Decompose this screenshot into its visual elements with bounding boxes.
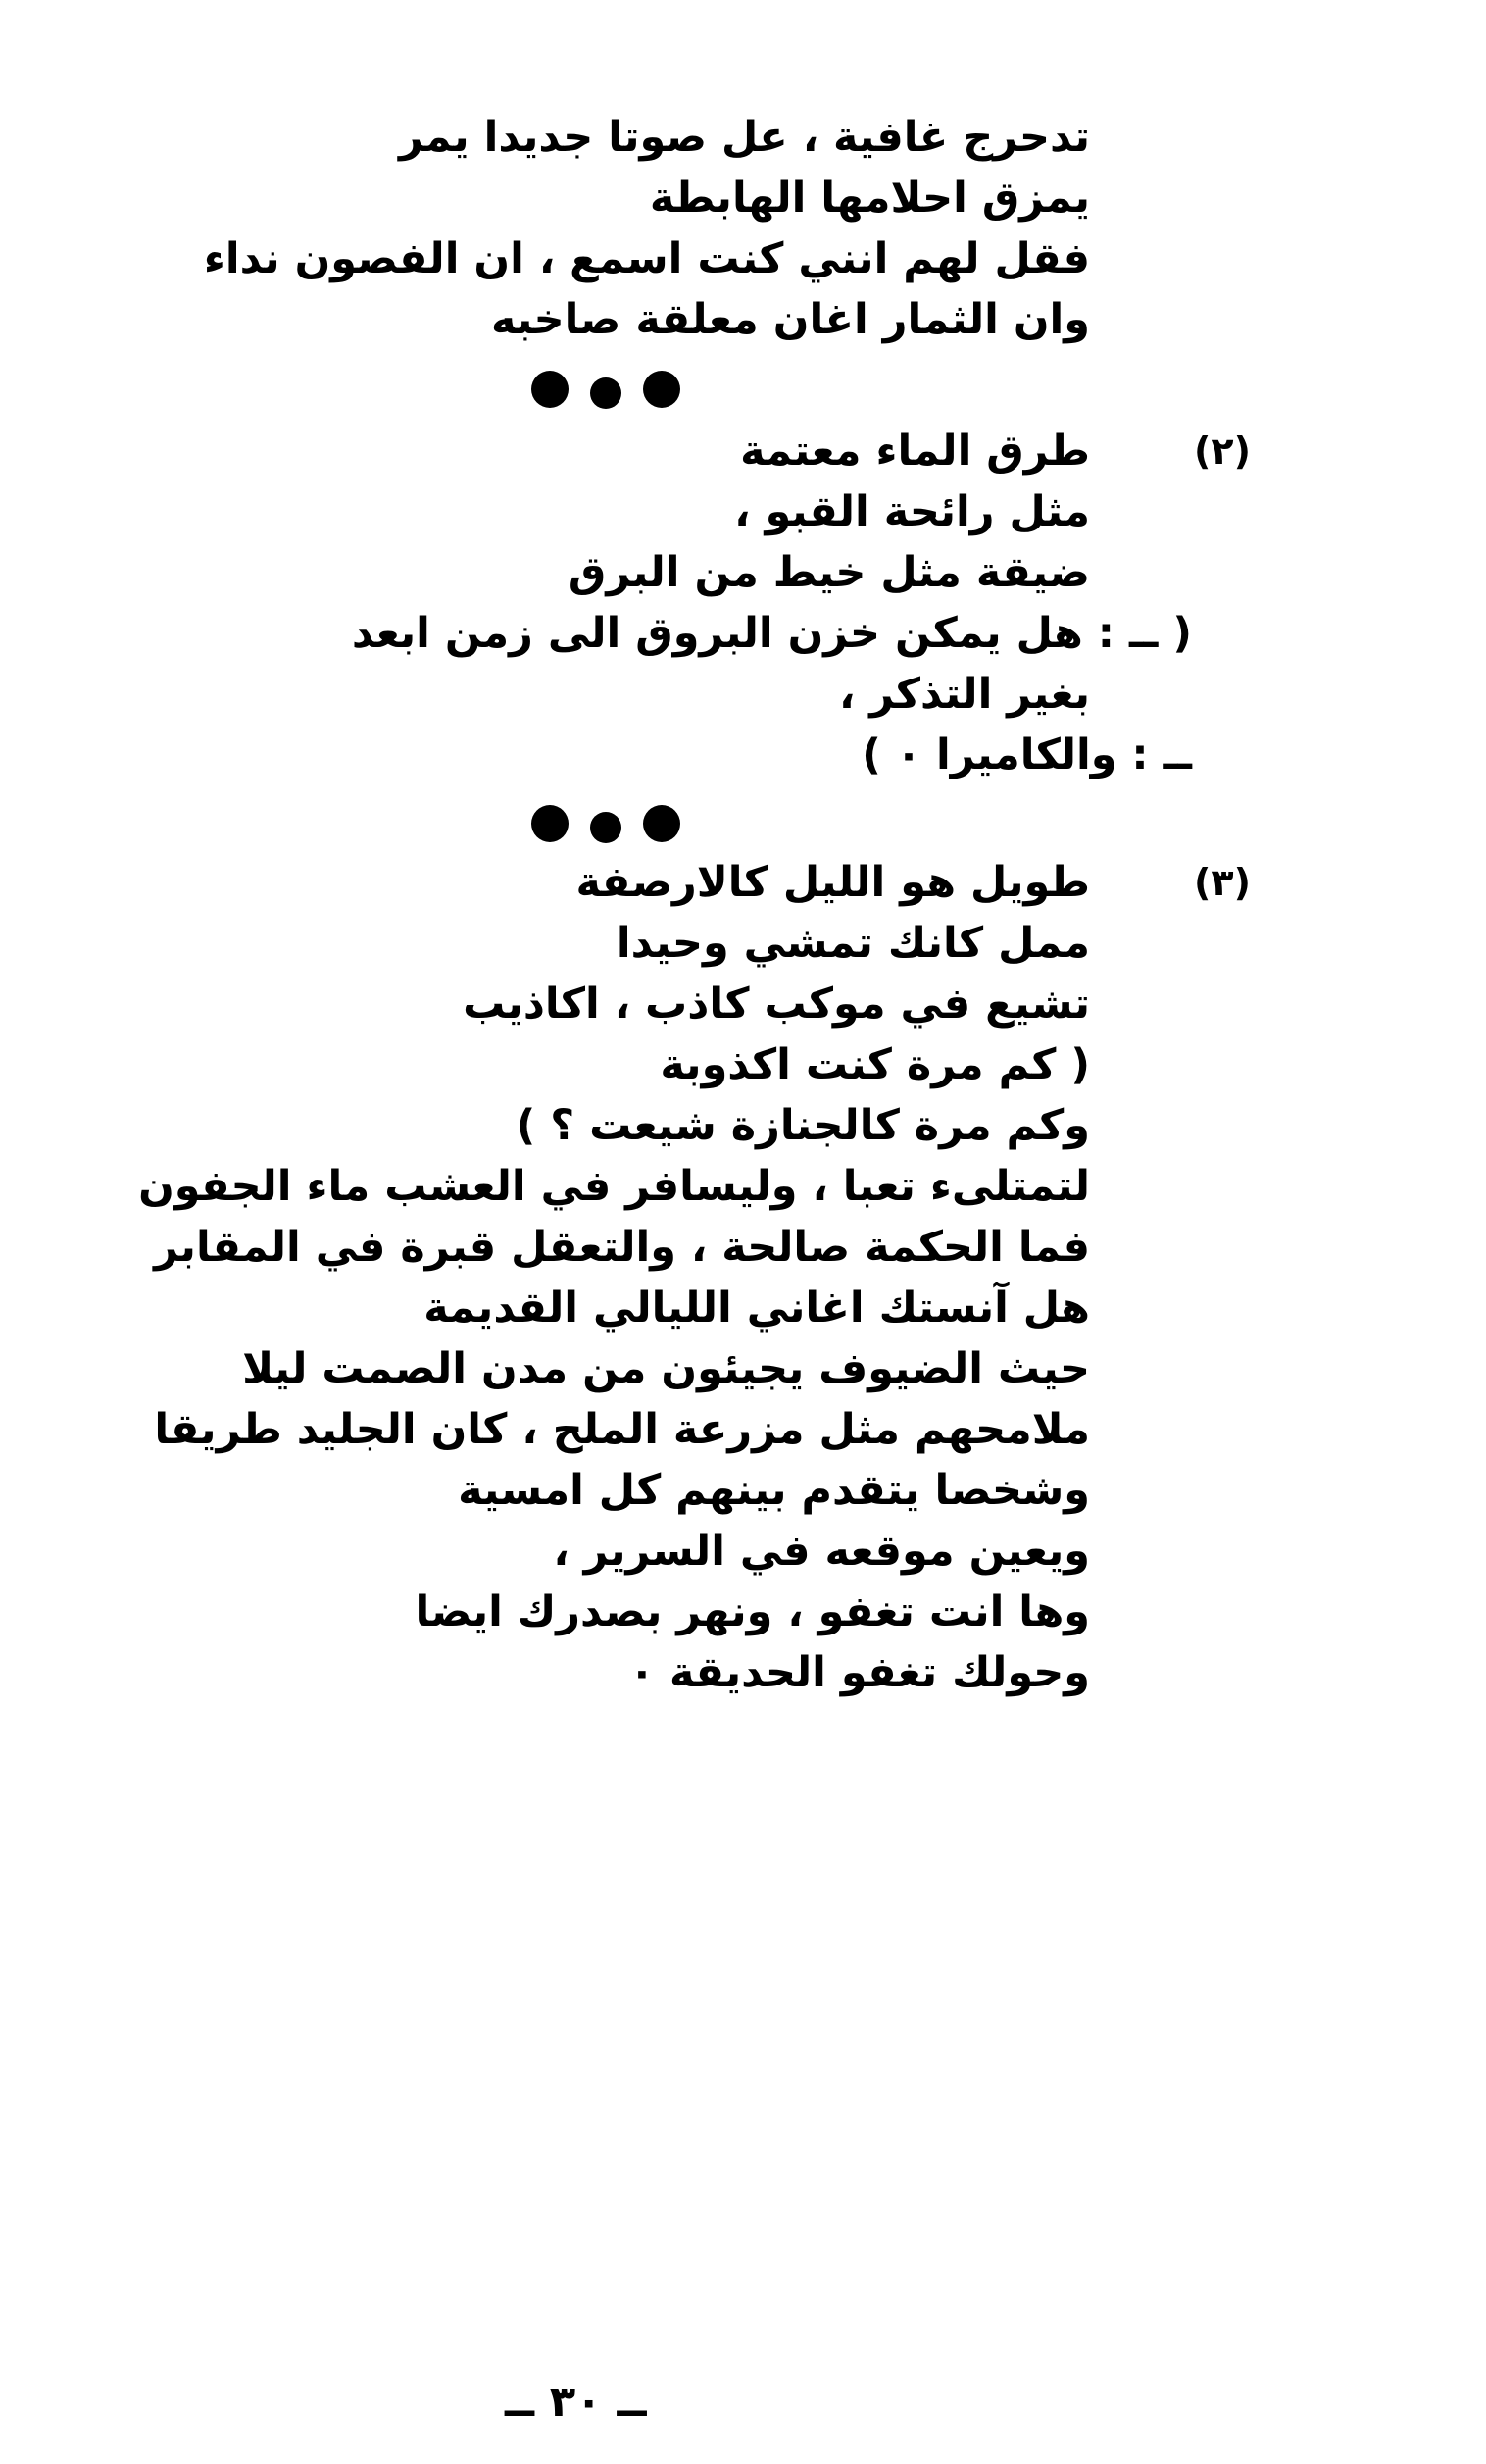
poem-line: ( ــ : هل يمكن خزن البروق الى زمن ابعد [351, 609, 1192, 658]
poem-line: مثل رائحة القبو ، [734, 487, 1090, 536]
section-separator [520, 802, 686, 851]
separator-dot [590, 377, 621, 409]
separator-dot [531, 805, 569, 842]
separator-dot [643, 371, 680, 408]
separator-dot [643, 805, 680, 842]
poem-line: وكم مرة كالجنازة شيعت ؟ ) [516, 1101, 1090, 1150]
section-separator [520, 368, 686, 417]
poem-line: ( كم مرة كنت اكذوبة [660, 1040, 1090, 1089]
separator-dot [590, 812, 621, 843]
poem-line: تشيع في موكب كاذب ، اكاذيب [463, 980, 1090, 1029]
page-number: ــ ٣٠ ــ [505, 2377, 647, 2427]
poem-line: ملامحهم مثل مزرعة الملح ، كان الجليد طريقا [154, 1405, 1090, 1454]
poem-line: يمزق احلامها الهابطة [649, 174, 1090, 223]
poem-line: وحولك تغفو الحديقة ٠ [628, 1648, 1090, 1697]
poem-line: ممل كانك تمشي وحيدا [616, 919, 1090, 968]
poem-line: طرق الماء معتمة [740, 427, 1090, 476]
poem-line: فما الحكمة صالحة ، والتعقل قبرة في المقابر [154, 1223, 1090, 1272]
poem-line: بغير التذكر ، [838, 670, 1090, 719]
poem-line: ويعين موقعه في السرير ، [553, 1527, 1090, 1576]
poem-line: تدحرج غافية ، عل صوتا جديدا يمر [398, 113, 1090, 162]
poem-line: ــ : والكاميرا ٠ ) [862, 730, 1192, 779]
poem-line: ضيقة مثل خيط من البرق [568, 548, 1090, 597]
poem-line: وها انت تغفو ، ونهر بصدرك ايضا [415, 1587, 1090, 1636]
section-number: (٣) [1194, 861, 1251, 904]
poem-line: وان الثمار اغان معلقة صاخبه [491, 295, 1090, 344]
poem-line: طويل هو الليل كالارصفة [575, 858, 1090, 907]
poem-line: هل آنستك اغاني الليالي القديمة [423, 1283, 1090, 1333]
separator-dot [531, 371, 569, 408]
poem-line: حيث الضيوف يجيئون من مدن الصمت ليلا [242, 1344, 1090, 1393]
poem-line: لتمتلىء تعبا ، وليسافر في العشب ماء الجفون [138, 1162, 1090, 1211]
section-number: (٢) [1194, 429, 1251, 473]
poem-line: وشخصا يتقدم بينهم كل امسية [458, 1466, 1090, 1515]
poem-line: فقل لهم انني كنت اسمع ، ان الفصون نداء [203, 234, 1090, 283]
